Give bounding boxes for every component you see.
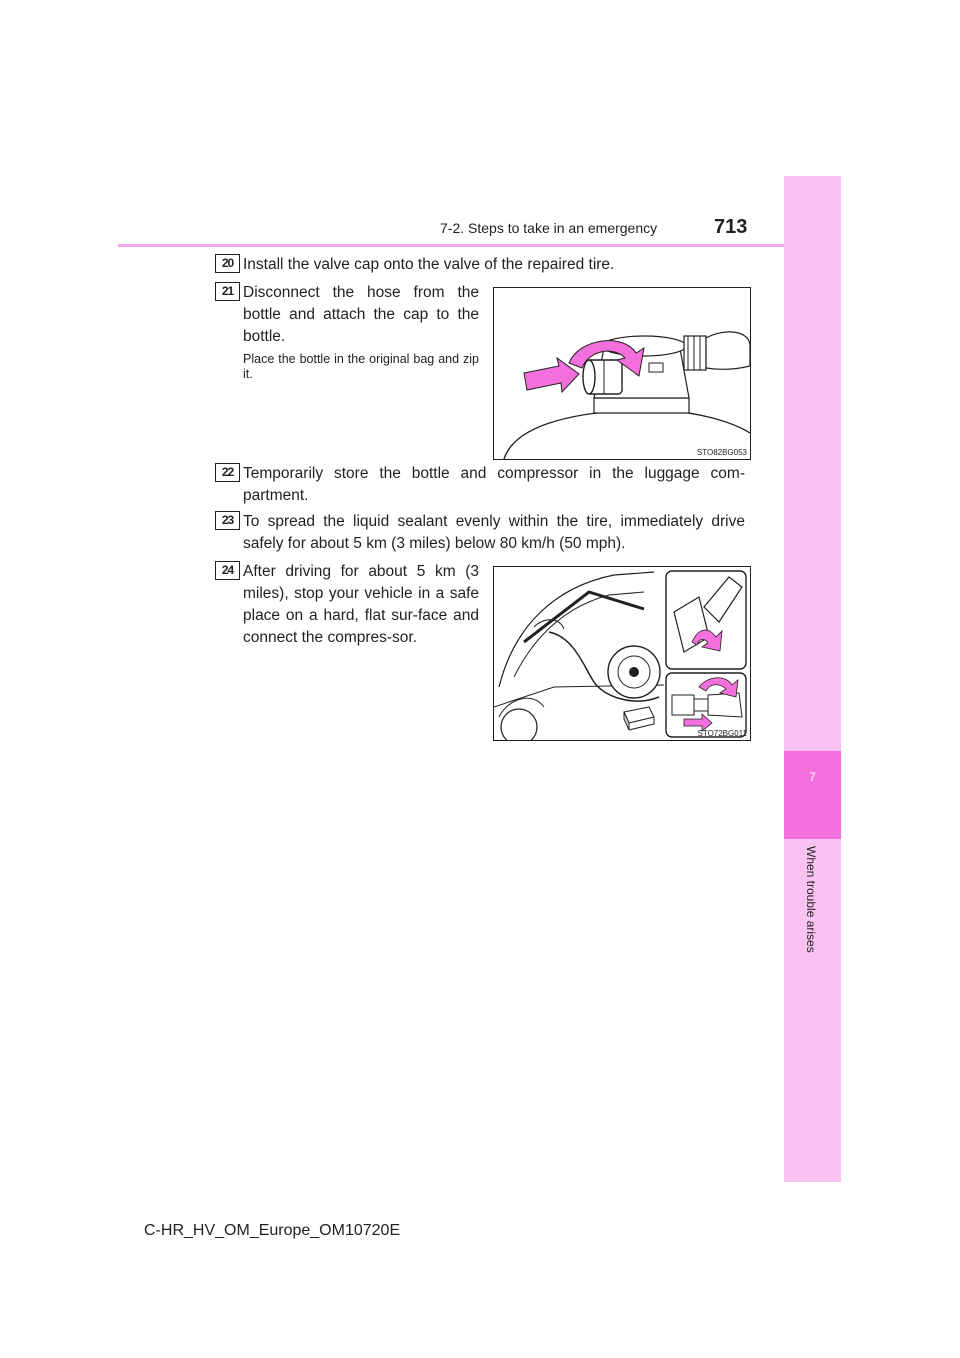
figure-code-2: STO72BG011 [697,729,747,738]
step-number-21: 21 [215,282,240,301]
step-number-20: 20 [215,254,240,273]
step-text-24: After driving for about 5 km (3 miles), stop your vehicle in a safe place on a hard, flat sur-face and connect the compres-sor. [243,563,479,646]
document-id: C-HR_HV_OM_Europe_OM10720E [144,1222,401,1239]
page-number: 713 [714,216,748,238]
step-number-23: 23 [215,511,240,530]
section-title: 7-2. Steps to take in an emergency [440,220,658,236]
step-number-22: 22 [215,463,240,482]
vehicle-compressor-drawing [494,567,750,740]
vehicle-compressor-illustration [493,566,751,741]
bottle-cap-drawing [494,288,750,459]
chapter-title-text: When trouble arises [804,846,818,953]
step-text-22: Temporarily store the bottle and compressor in the luggage com-partment. [243,465,745,504]
chapter-title [804,846,822,986]
figure-code-1: STO82BG053 [696,448,747,457]
chapter-number: 7 [809,770,816,784]
step-number-24: 24 [215,561,240,580]
chapter-number-box [784,751,841,839]
bottle-cap-illustration [493,287,751,460]
header-divider [118,244,841,247]
chapter-side-tab [784,176,841,1182]
step-text-20: Install the valve cap onto the valve of the repaired tire. [243,256,615,273]
step-note-21: Place the bottle in the original bag and zip it. [243,352,479,381]
step-text-21: Disconnect the hose from the bottle and attach the cap to the bottle. [243,284,479,345]
step-text-23: To spread the liquid sealant evenly within the tire, immediately drive safely for about 5 km (3 miles) below 80 km/h (50 mph). [243,513,745,552]
